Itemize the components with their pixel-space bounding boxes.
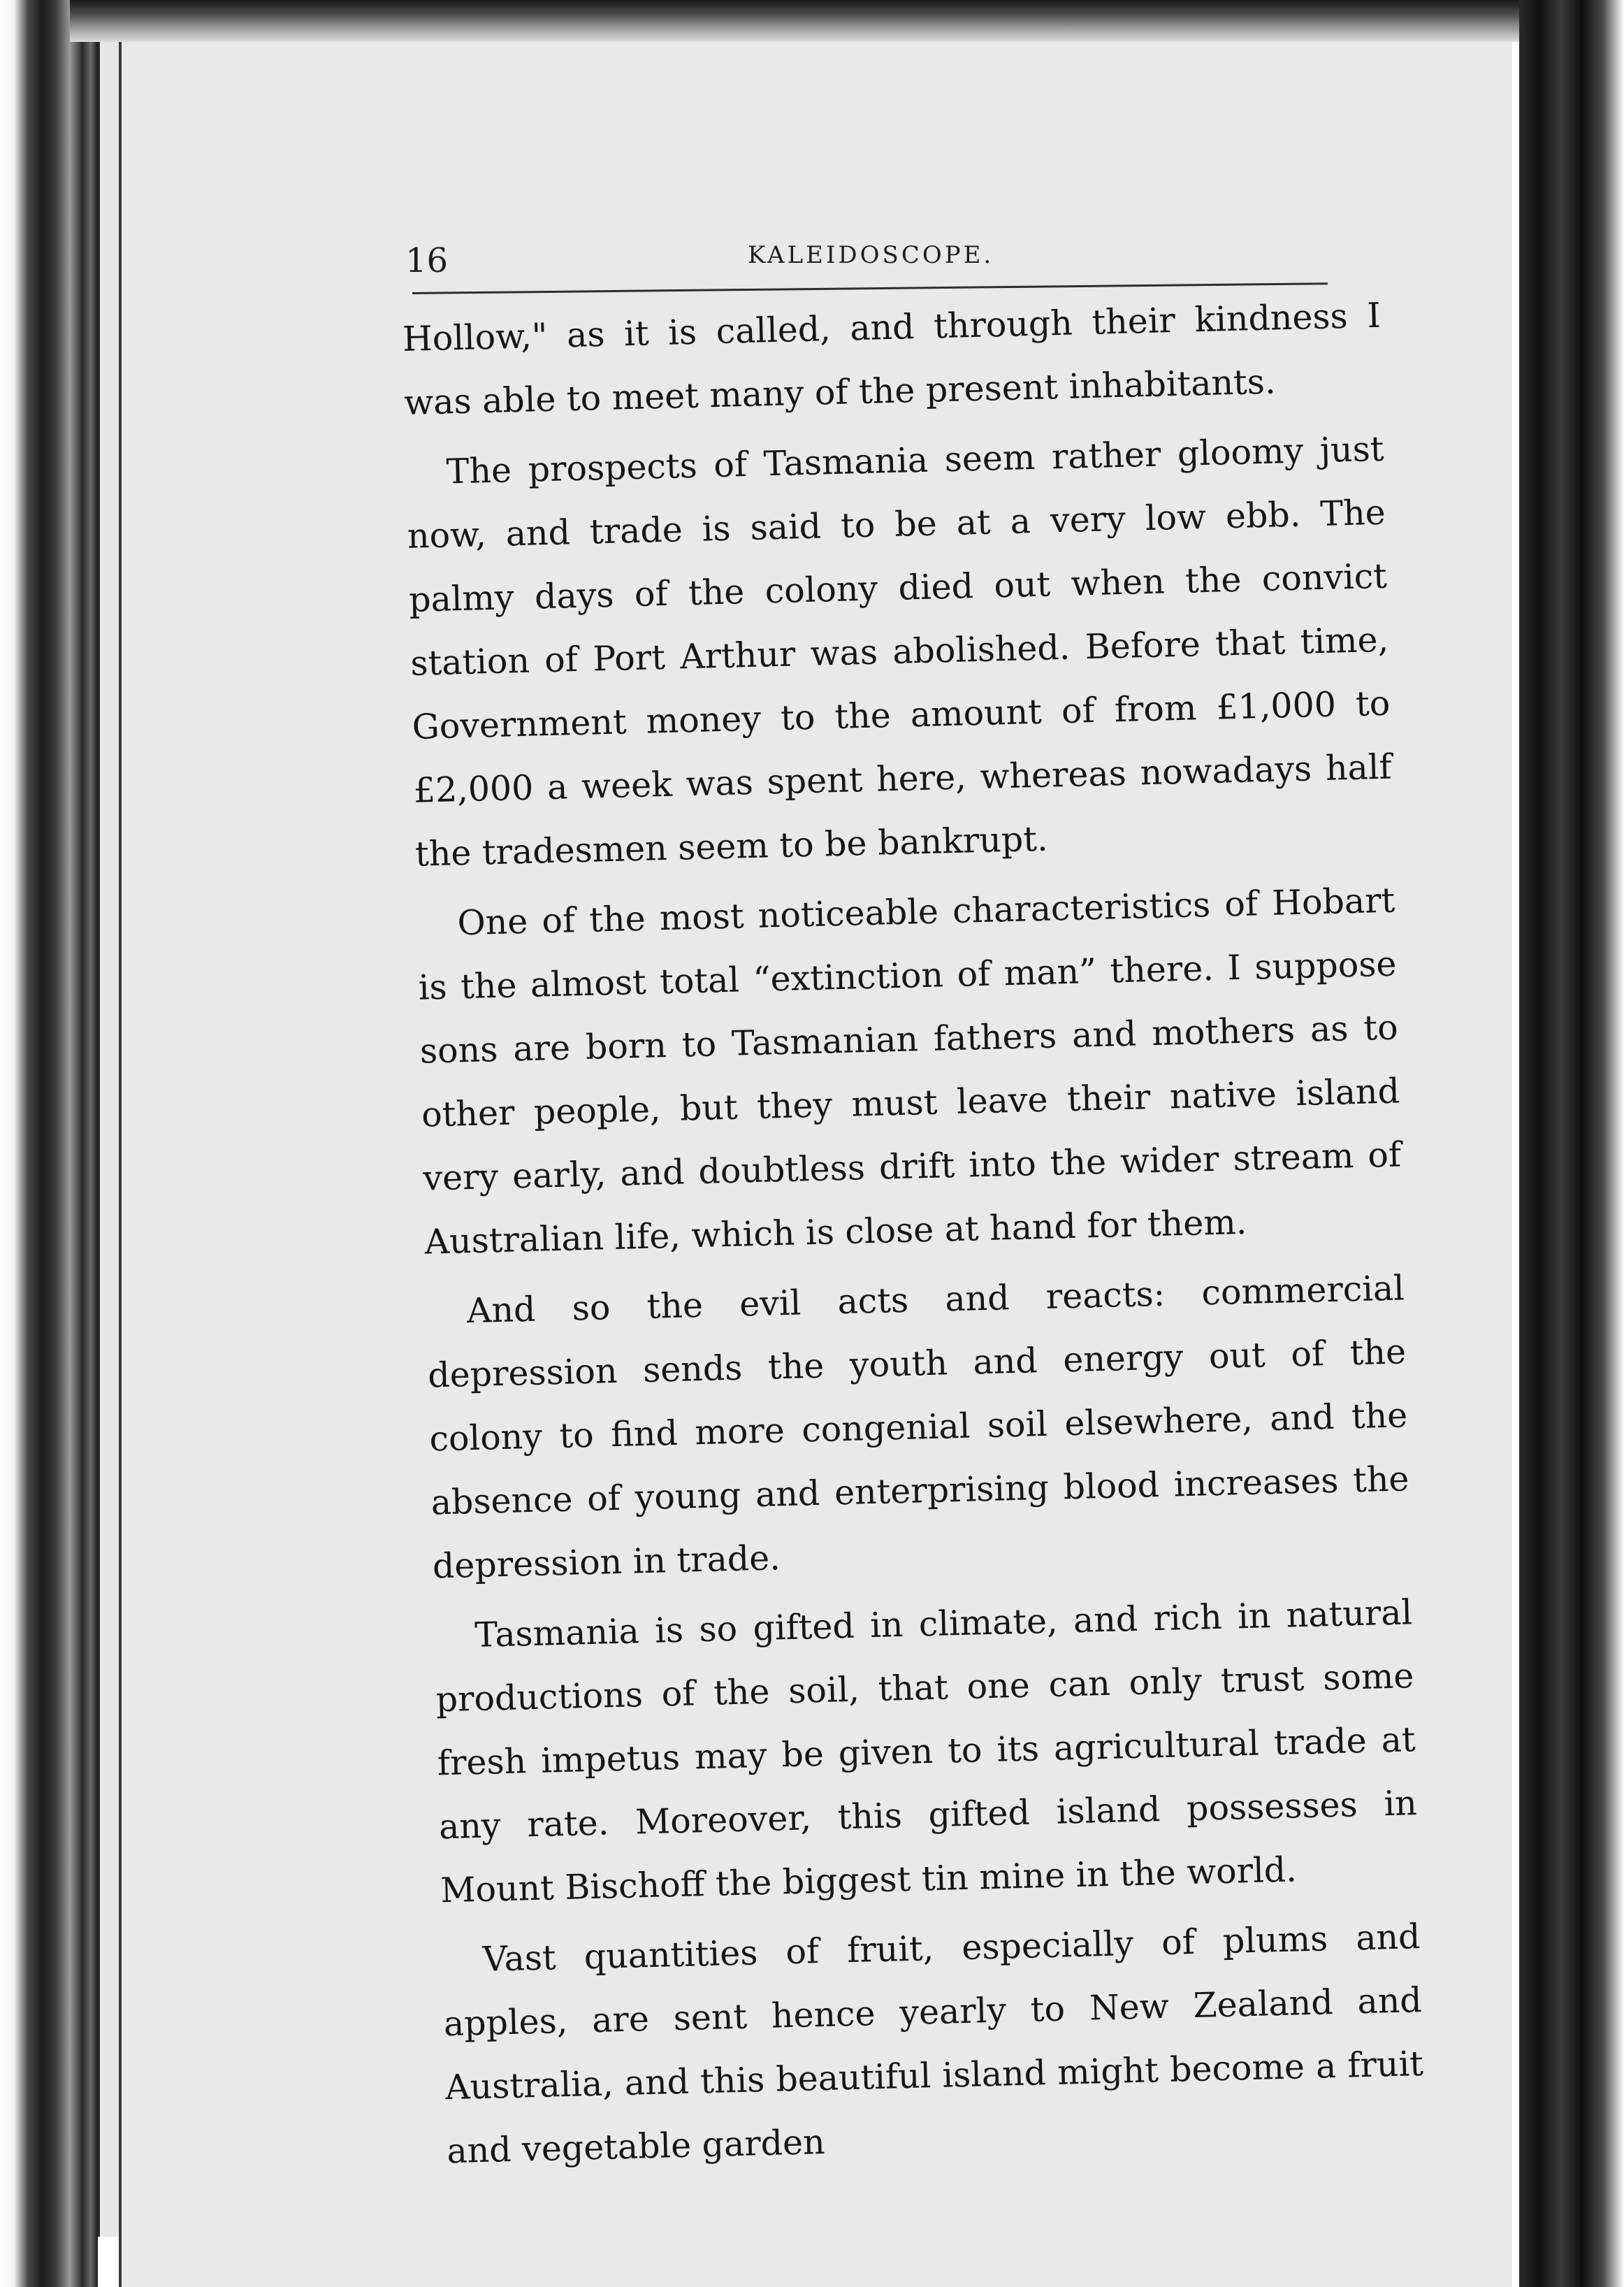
- scan-right-edge: [1519, 0, 1624, 2287]
- body-text: [402, 284, 1426, 2189]
- running-title: KALEIDOSCOPE.: [748, 241, 994, 269]
- paragraph: The prospects of Tasmania seem rather gloomy just now, and trade is said to be at a very low ebb. The palmy days of the colony died out when the convict station of Port Arthur was abolished. Before that time, Government money to the amount of from £1,000 to £2,000 a week was spent here, whereas nowadays half the tradesmen seem to be bankrupt.: [407, 428, 1393, 874]
- paragraph: One of the most noticeable characteristics of Hobart is the almost total “extinction of man” there. I suppose sons are born to Tasmanian fathers and mothers as to other people, but they must leave their native island very early, and doubtless drift into the wider stream of Australian life, which is close at hand for them.: [418, 880, 1402, 1262]
- paragraph: Tasmania is so gifted in climate, and rich in natural productions of the soil, that one can only trust some fresh impetus may be given to its agricultural trade at any rate. Moreover, this gifted island possesses in Mount Bischoff the biggest tin mine in the world.: [435, 1592, 1418, 1911]
- scan-top-edge: [70, 0, 1523, 42]
- paragraph: Vast quantities of fruit, especially of plums and apples, are sent hence yearly to New Zealand and Australia, and this beautiful island might become a fruit and vegetable garden: [443, 1917, 1424, 2172]
- paragraph: Hollow," as it is called, and through their kindness I was able to meet many of the present inhabitants.: [402, 295, 1382, 423]
- page-header: [405, 241, 1328, 290]
- book-binding-edge: [0, 0, 98, 2287]
- page-number: 16: [405, 241, 449, 280]
- paragraph: And so the evil acts and reacts: commercial depression sends the youth and energy out of the colony to find more congenial soil elsewhere, and the absence of young and enterprising blood increases the depression in trade.: [427, 1268, 1410, 1587]
